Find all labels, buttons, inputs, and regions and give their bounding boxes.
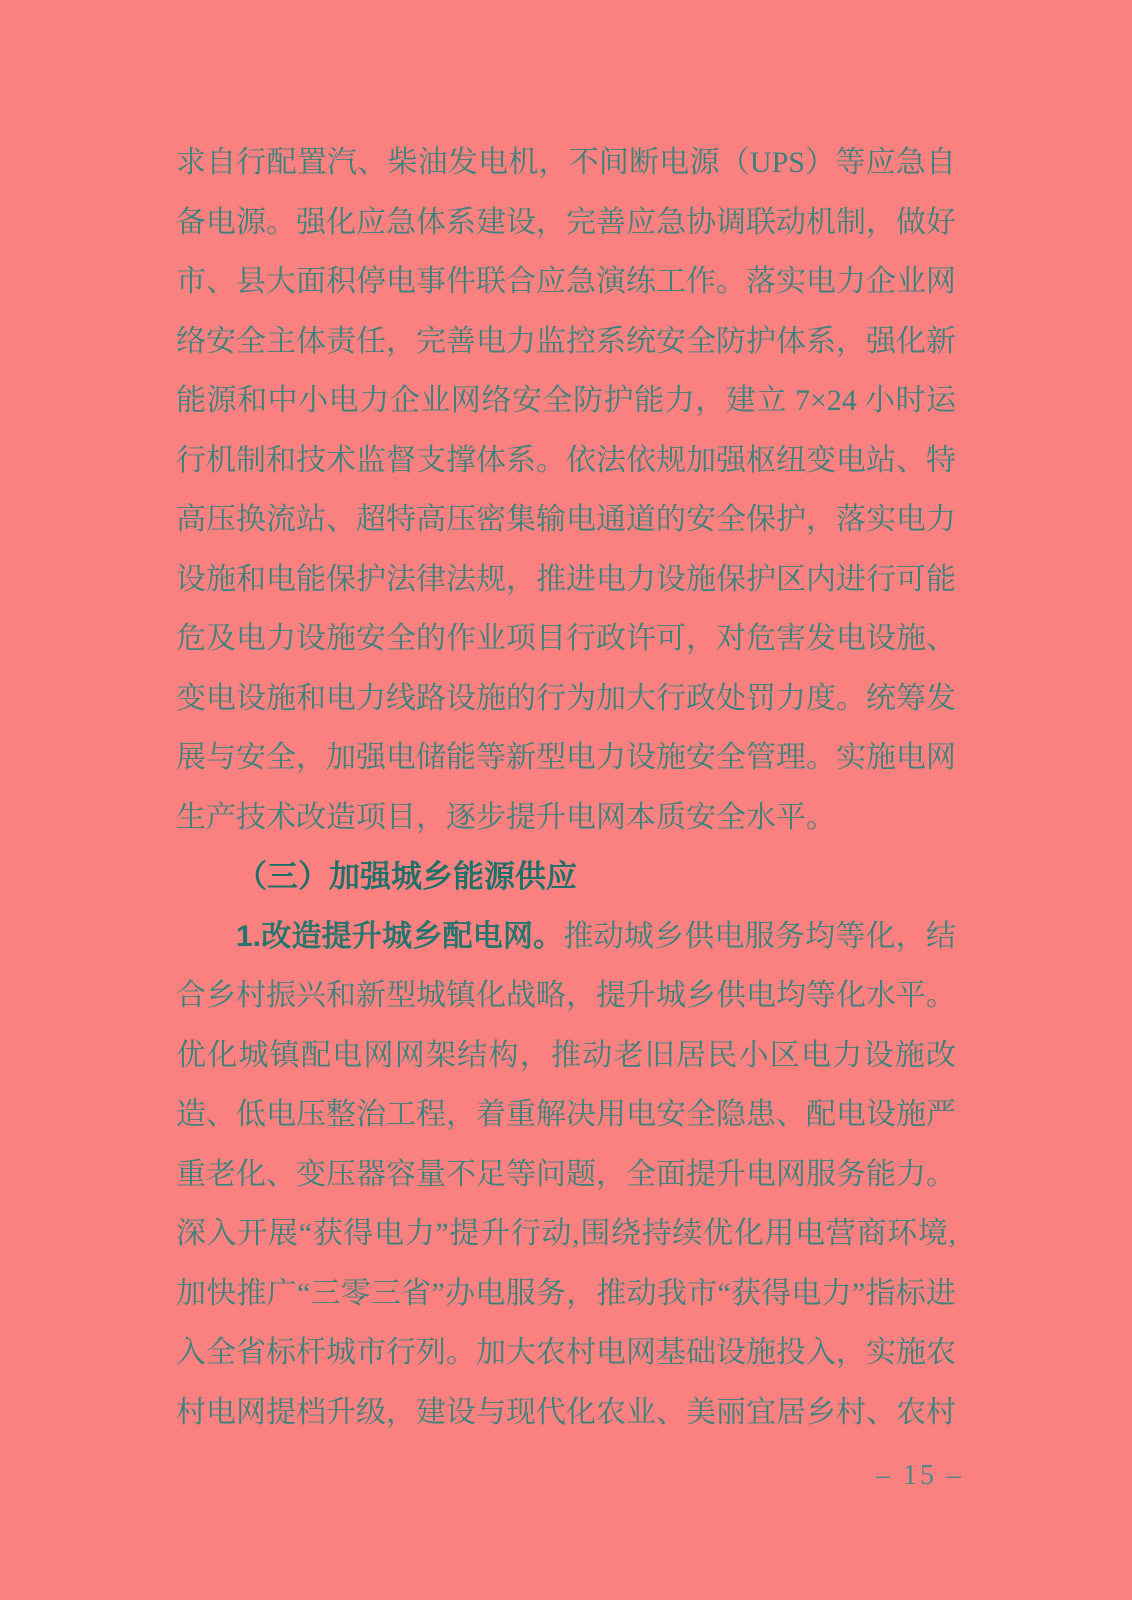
- body-line: 市、县大面积停电事件联合应急演练工作。落实电力企业网: [176, 265, 956, 298]
- body-line: 备电源。强化应急体系建设，完善应急协调联动机制，做好: [176, 205, 956, 239]
- body-line: 展与安全，加强电储能等新型电力设施安全管理。实施电网: [176, 741, 956, 774]
- body-line: 络安全主体责任，完善电力监控系统安全防护体系，强化新: [176, 324, 956, 358]
- body-line: 加快推广“三零三省”办电服务，推动我市“获得电力”指标进: [176, 1276, 956, 1310]
- body-line: 变电设施和电力线路设施的行为加大行政处罚力度。统筹发: [176, 681, 956, 715]
- body-line: 设施和电能保护法律法规，推进电力设施保护区内进行可能: [176, 562, 956, 596]
- body-line: 求自行配置汽、柴油发电机，不间断电源（UPS）等应急自: [176, 146, 956, 179]
- paragraph-end-line: 生产技术改造项目，逐步提升电网本质安全水平。: [176, 800, 836, 834]
- body-line-text: 推动城乡供电服务均等化，结: [563, 919, 956, 953]
- body-line: 入全省标杆城市行列。加大农村电网基础设施投入，实施农: [176, 1336, 956, 1369]
- body-line: 重老化、变压器容量不足等问题，全面提升电网服务能力。: [176, 1157, 956, 1191]
- numbered-paragraph-first-line: [176, 907, 956, 967]
- page-number: – 15 –: [876, 1460, 964, 1491]
- body-line: 危及电力设施安全的作业项目行政许可，对危害发电设施、: [176, 622, 956, 655]
- body-line: 行机制和技术监督支撑体系。依法依规加强枢纽变电站、特: [176, 443, 956, 477]
- document-text-block: [176, 133, 956, 1442]
- body-line: 高压换流站、超特高压密集输电通道的安全保护，落实电力: [176, 503, 956, 536]
- body-line: 优化城镇配电网网架结构，推动老旧居民小区电力设施改: [176, 1038, 956, 1072]
- section-heading: （三）加强城乡能源供应: [236, 859, 577, 894]
- body-line: 深入开展“获得电力”提升行动,围绕持续优化用电营商环境,: [176, 1217, 956, 1250]
- body-line: 合乡村振兴和新型城镇化战略，提升城乡供电均等化水平。: [176, 979, 956, 1012]
- body-line: 村电网提档升级，建设与现代化农业、美丽宜居乡村、农村: [176, 1395, 956, 1429]
- numbered-item-lead: 1.改造提升城乡配电网。: [236, 919, 564, 953]
- body-line: 造、低电压整治工程，着重解决用电安全隐患、配电设施严: [176, 1098, 956, 1131]
- body-line: 能源和中小电力企业网络安全防护能力，建立 7×24 小时运: [176, 384, 956, 417]
